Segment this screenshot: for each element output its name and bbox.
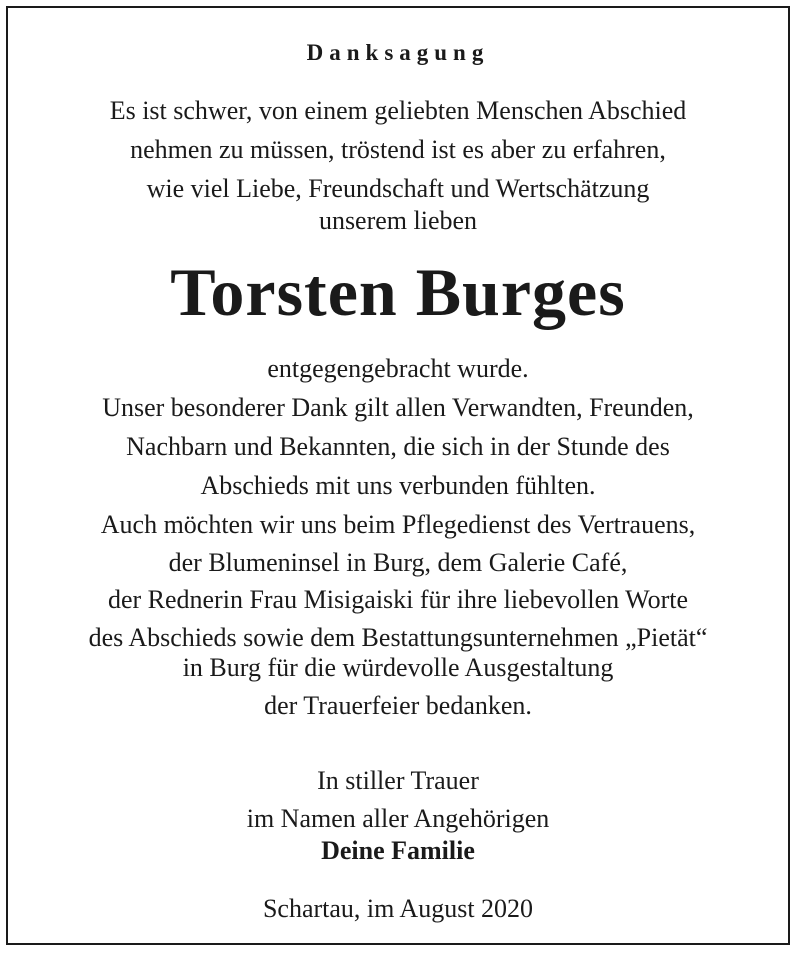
obituary-frame	[6, 6, 790, 945]
body-line-8: des Abschieds sowie dem Bestattungsunternehmen „Pietät“	[88, 623, 708, 652]
body-line-9: in Burg für die würdevolle Ausgestaltung	[182, 653, 614, 682]
closing-line-2: im Namen aller Angehörigen	[246, 804, 550, 833]
intro-line-2: nehmen zu müssen, tröstend ist es aber zu erfahren,	[130, 135, 666, 164]
intro-line-1: Es ist schwer, von einem geliebten Menschen Abschied	[109, 96, 687, 125]
heading-danksagung: Danksagung	[306, 40, 490, 65]
place-date: Schartau, im August 2020	[262, 894, 534, 923]
body-line-10: der Trauerfeier bedanken.	[264, 691, 532, 720]
body-line-5: Auch möchten wir uns beim Pflegedienst des Vertrauens,	[100, 510, 696, 539]
intro-line-4: unserem lieben	[318, 206, 478, 235]
deceased-name: Torsten Burges	[170, 254, 626, 330]
body-line-4: Abschieds mit uns verbunden fühlten.	[200, 471, 596, 500]
body-line-3: Nachbarn und Bekannten, die sich in der Stunde des	[126, 432, 670, 461]
body-line-7: der Rednerin Frau Misigaiski für ihre liebevollen Worte	[107, 585, 689, 614]
body-line-6: der Blumeninsel in Burg, dem Galerie Café,	[168, 548, 628, 577]
closing-line-1: In stiller Trauer	[317, 766, 479, 795]
body-line-1: entgegengebracht wurde.	[267, 354, 529, 383]
intro-line-3: wie viel Liebe, Freundschaft und Wertschätzung	[146, 174, 650, 203]
body-line-2: Unser besonderer Dank gilt allen Verwandten, Freunden,	[102, 393, 694, 422]
signature: Deine Familie	[321, 836, 475, 865]
